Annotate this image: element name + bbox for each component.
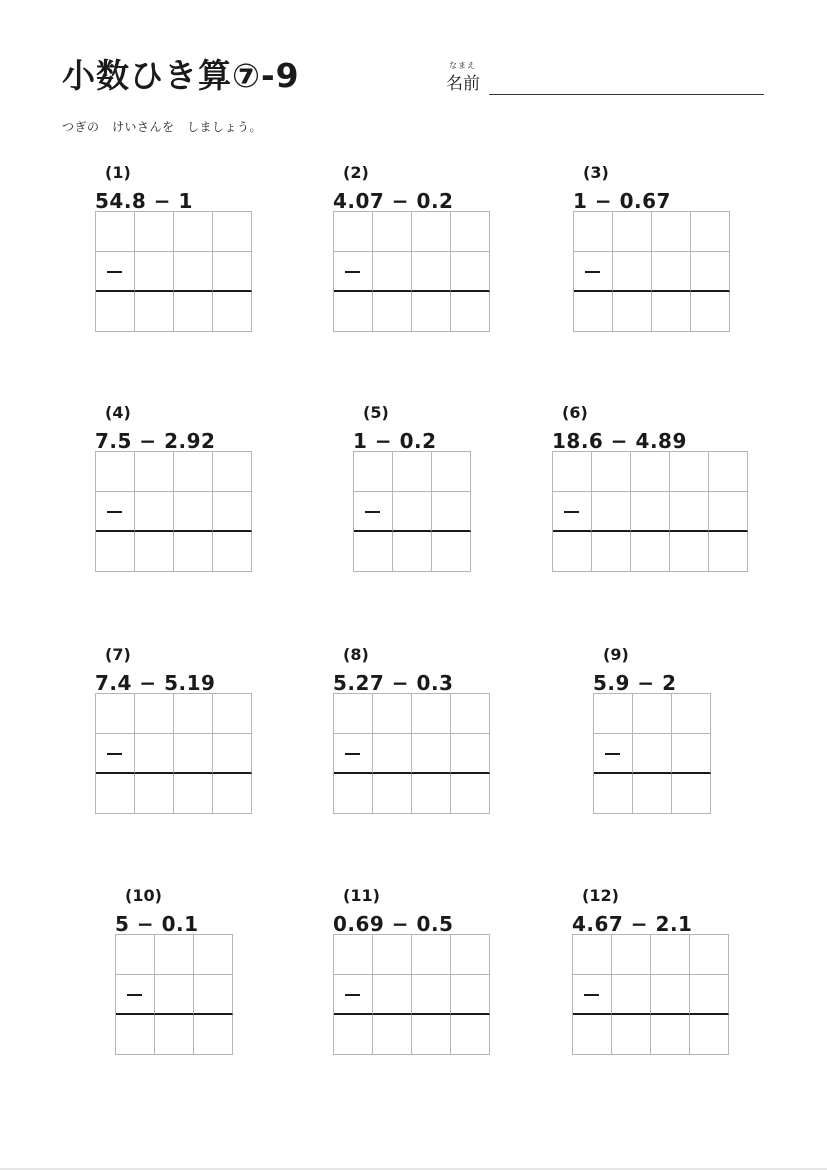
- answer-cell[interactable]: [96, 292, 135, 332]
- answer-cell[interactable]: [334, 1015, 373, 1055]
- minus-sign-icon: [107, 511, 122, 513]
- answer-cell[interactable]: [451, 252, 490, 292]
- answer-cell[interactable]: [96, 694, 135, 734]
- answer-cell[interactable]: [709, 532, 748, 572]
- answer-cell[interactable]: [672, 694, 711, 734]
- answer-cell[interactable]: [691, 292, 730, 332]
- answer-cell[interactable]: [613, 212, 652, 252]
- answer-cell[interactable]: [633, 734, 672, 774]
- answer-cell[interactable]: [174, 452, 213, 492]
- answer-cell[interactable]: [213, 292, 252, 332]
- minus-sign-icon: [584, 994, 599, 996]
- answer-cell[interactable]: [116, 975, 155, 1015]
- answer-cell[interactable]: [592, 492, 631, 532]
- answer-cell[interactable]: [631, 492, 670, 532]
- answer-cell[interactable]: [412, 734, 451, 774]
- answer-cell[interactable]: [709, 492, 748, 532]
- answer-cell[interactable]: [213, 212, 252, 252]
- answer-cell[interactable]: [155, 935, 194, 975]
- problem-number: (11): [343, 886, 380, 905]
- answer-cell[interactable]: [633, 694, 672, 734]
- answer-cell[interactable]: [155, 975, 194, 1015]
- answer-cell[interactable]: [334, 734, 373, 774]
- answer-cell[interactable]: [451, 212, 490, 252]
- answer-cell[interactable]: [690, 1015, 729, 1055]
- answer-cell[interactable]: [96, 532, 135, 572]
- answer-cell[interactable]: [412, 252, 451, 292]
- problem-number: (7): [105, 645, 131, 664]
- problem-number: (5): [363, 403, 389, 422]
- minus-sign-icon: [564, 511, 579, 513]
- answer-cell[interactable]: [393, 532, 432, 572]
- answer-grid: [572, 934, 729, 1055]
- answer-cell[interactable]: [613, 292, 652, 332]
- answer-cell[interactable]: [412, 694, 451, 734]
- problem-expression: 5 − 0.1: [115, 912, 199, 936]
- answer-cell[interactable]: [613, 252, 652, 292]
- answer-cell[interactable]: [213, 492, 252, 532]
- answer-cell[interactable]: [672, 774, 711, 814]
- answer-cell[interactable]: [194, 935, 233, 975]
- answer-cell[interactable]: [709, 452, 748, 492]
- answer-cell[interactable]: [631, 532, 670, 572]
- answer-cell[interactable]: [174, 492, 213, 532]
- minus-sign-icon: [345, 271, 360, 273]
- answer-cell[interactable]: [670, 532, 709, 572]
- answer-cell[interactable]: [432, 492, 471, 532]
- minus-sign-icon: [585, 271, 600, 273]
- answer-cell[interactable]: [373, 212, 412, 252]
- answer-cell[interactable]: [574, 252, 613, 292]
- answer-grid: [95, 451, 252, 572]
- answer-cell[interactable]: [573, 935, 612, 975]
- answer-cell[interactable]: [412, 292, 451, 332]
- answer-cell[interactable]: [96, 774, 135, 814]
- answer-cell[interactable]: [612, 935, 651, 975]
- minus-sign-icon: [345, 994, 360, 996]
- answer-cell[interactable]: [412, 1015, 451, 1055]
- answer-cell[interactable]: [373, 734, 412, 774]
- name-write-line[interactable]: [489, 94, 764, 95]
- answer-cell[interactable]: [194, 1015, 233, 1055]
- answer-cell[interactable]: [393, 492, 432, 532]
- answer-cell[interactable]: [334, 774, 373, 814]
- answer-cell[interactable]: [174, 212, 213, 252]
- answer-cell[interactable]: [213, 734, 252, 774]
- minus-sign-icon: [107, 753, 122, 755]
- answer-cell[interactable]: [432, 452, 471, 492]
- answer-cell[interactable]: [135, 694, 174, 734]
- problem-number: (9): [603, 645, 629, 664]
- answer-cell[interactable]: [213, 532, 252, 572]
- answer-cell[interactable]: [135, 212, 174, 252]
- answer-cell[interactable]: [651, 1015, 690, 1055]
- answer-cell[interactable]: [690, 975, 729, 1015]
- answer-cell[interactable]: [652, 212, 691, 252]
- answer-cell[interactable]: [354, 452, 393, 492]
- answer-grid: [593, 693, 711, 814]
- answer-cell[interactable]: [116, 935, 155, 975]
- answer-cell[interactable]: [373, 774, 412, 814]
- answer-cell[interactable]: [412, 975, 451, 1015]
- answer-cell[interactable]: [651, 975, 690, 1015]
- problem-number: (10): [125, 886, 162, 905]
- answer-grid: [115, 934, 233, 1055]
- answer-cell[interactable]: [553, 492, 592, 532]
- problem-expression: 4.07 − 0.2: [333, 189, 454, 213]
- problem-number: (8): [343, 645, 369, 664]
- answer-cell[interactable]: [412, 774, 451, 814]
- answer-cell[interactable]: [652, 252, 691, 292]
- minus-sign-icon: [345, 753, 360, 755]
- name-ruby-text: なまえ: [449, 61, 476, 70]
- problem-expression: 4.67 − 2.1: [572, 912, 693, 936]
- answer-cell[interactable]: [334, 975, 373, 1015]
- answer-cell[interactable]: [213, 452, 252, 492]
- answer-grid: [95, 693, 252, 814]
- problem-expression: 7.4 − 5.19: [95, 671, 216, 695]
- answer-cell[interactable]: [393, 452, 432, 492]
- page-title: 小数ひき算⑦-9: [62, 56, 300, 95]
- answer-cell[interactable]: [691, 212, 730, 252]
- answer-grid: [333, 934, 490, 1055]
- answer-cell[interactable]: [174, 694, 213, 734]
- answer-cell[interactable]: [670, 492, 709, 532]
- answer-grid: [333, 693, 490, 814]
- answer-cell[interactable]: [573, 1015, 612, 1055]
- answer-cell[interactable]: [633, 774, 672, 814]
- answer-cell[interactable]: [432, 532, 471, 572]
- answer-cell[interactable]: [96, 252, 135, 292]
- answer-cell[interactable]: [592, 532, 631, 572]
- answer-cell[interactable]: [612, 1015, 651, 1055]
- problem-expression: 0.69 − 0.5: [333, 912, 454, 936]
- answer-cell[interactable]: [672, 734, 711, 774]
- answer-cell[interactable]: [612, 975, 651, 1015]
- answer-grid: [353, 451, 471, 572]
- answer-cell[interactable]: [592, 452, 631, 492]
- answer-cell[interactable]: [451, 975, 490, 1015]
- answer-cell[interactable]: [174, 532, 213, 572]
- problem-expression: 54.8 − 1: [95, 189, 193, 213]
- answer-cell[interactable]: [594, 734, 633, 774]
- answer-cell[interactable]: [451, 694, 490, 734]
- answer-grid: [95, 211, 252, 332]
- answer-cell[interactable]: [213, 694, 252, 734]
- answer-grid: [552, 451, 748, 572]
- answer-cell[interactable]: [174, 734, 213, 774]
- answer-cell[interactable]: [135, 452, 174, 492]
- problem-expression: 18.6 − 4.89: [552, 429, 687, 453]
- answer-cell[interactable]: [651, 935, 690, 975]
- answer-cell[interactable]: [373, 252, 412, 292]
- answer-cell[interactable]: [96, 492, 135, 532]
- problem-number: (6): [562, 403, 588, 422]
- problem-number: (2): [343, 163, 369, 182]
- answer-grid: [333, 211, 490, 332]
- answer-cell[interactable]: [594, 694, 633, 734]
- answer-cell[interactable]: [451, 292, 490, 332]
- answer-cell[interactable]: [354, 532, 393, 572]
- answer-cell[interactable]: [373, 1015, 412, 1055]
- problem-number: (3): [583, 163, 609, 182]
- answer-cell[interactable]: [334, 252, 373, 292]
- answer-cell[interactable]: [652, 292, 691, 332]
- answer-cell[interactable]: [573, 975, 612, 1015]
- answer-cell[interactable]: [174, 252, 213, 292]
- minus-sign-icon: [605, 753, 620, 755]
- answer-cell[interactable]: [135, 292, 174, 332]
- minus-sign-icon: [365, 511, 380, 513]
- answer-cell[interactable]: [213, 774, 252, 814]
- problem-expression: 5.9 − 2: [593, 671, 677, 695]
- problem-number: (1): [105, 163, 131, 182]
- answer-cell[interactable]: [690, 935, 729, 975]
- answer-cell[interactable]: [574, 212, 613, 252]
- answer-cell[interactable]: [135, 532, 174, 572]
- problem-expression: 1 − 0.67: [573, 189, 671, 213]
- answer-cell[interactable]: [213, 252, 252, 292]
- answer-cell[interactable]: [691, 252, 730, 292]
- instructions-text: つぎの けいさんを しましょう。: [62, 120, 263, 134]
- answer-cell[interactable]: [135, 734, 174, 774]
- answer-cell[interactable]: [412, 935, 451, 975]
- answer-cell[interactable]: [574, 292, 613, 332]
- answer-cell[interactable]: [174, 292, 213, 332]
- answer-cell[interactable]: [553, 452, 592, 492]
- answer-grid: [573, 211, 730, 332]
- answer-cell[interactable]: [670, 452, 709, 492]
- answer-cell[interactable]: [155, 1015, 194, 1055]
- answer-cell[interactable]: [174, 774, 213, 814]
- answer-cell[interactable]: [354, 492, 393, 532]
- answer-cell[interactable]: [631, 452, 670, 492]
- name-label: 名前: [446, 74, 480, 94]
- problem-number: (12): [582, 886, 619, 905]
- problem-number: (4): [105, 403, 131, 422]
- answer-cell[interactable]: [334, 935, 373, 975]
- minus-sign-icon: [107, 271, 122, 273]
- problem-expression: 5.27 − 0.3: [333, 671, 454, 695]
- answer-cell[interactable]: [96, 734, 135, 774]
- answer-cell[interactable]: [334, 212, 373, 252]
- answer-cell[interactable]: [451, 935, 490, 975]
- answer-cell[interactable]: [373, 975, 412, 1015]
- answer-cell[interactable]: [594, 774, 633, 814]
- answer-cell[interactable]: [135, 774, 174, 814]
- problem-expression: 1 − 0.2: [353, 429, 437, 453]
- answer-cell[interactable]: [373, 694, 412, 734]
- answer-cell[interactable]: [451, 734, 490, 774]
- answer-cell[interactable]: [412, 212, 451, 252]
- answer-cell[interactable]: [451, 774, 490, 814]
- answer-cell[interactable]: [334, 292, 373, 332]
- minus-sign-icon: [127, 994, 142, 996]
- answer-cell[interactable]: [373, 292, 412, 332]
- answer-cell[interactable]: [553, 532, 592, 572]
- answer-cell[interactable]: [451, 1015, 490, 1055]
- answer-cell[interactable]: [96, 212, 135, 252]
- answer-cell[interactable]: [194, 975, 233, 1015]
- answer-cell[interactable]: [116, 1015, 155, 1055]
- answer-cell[interactable]: [135, 252, 174, 292]
- answer-cell[interactable]: [334, 694, 373, 734]
- answer-cell[interactable]: [135, 492, 174, 532]
- answer-cell[interactable]: [96, 452, 135, 492]
- problem-expression: 7.5 − 2.92: [95, 429, 216, 453]
- answer-cell[interactable]: [373, 935, 412, 975]
